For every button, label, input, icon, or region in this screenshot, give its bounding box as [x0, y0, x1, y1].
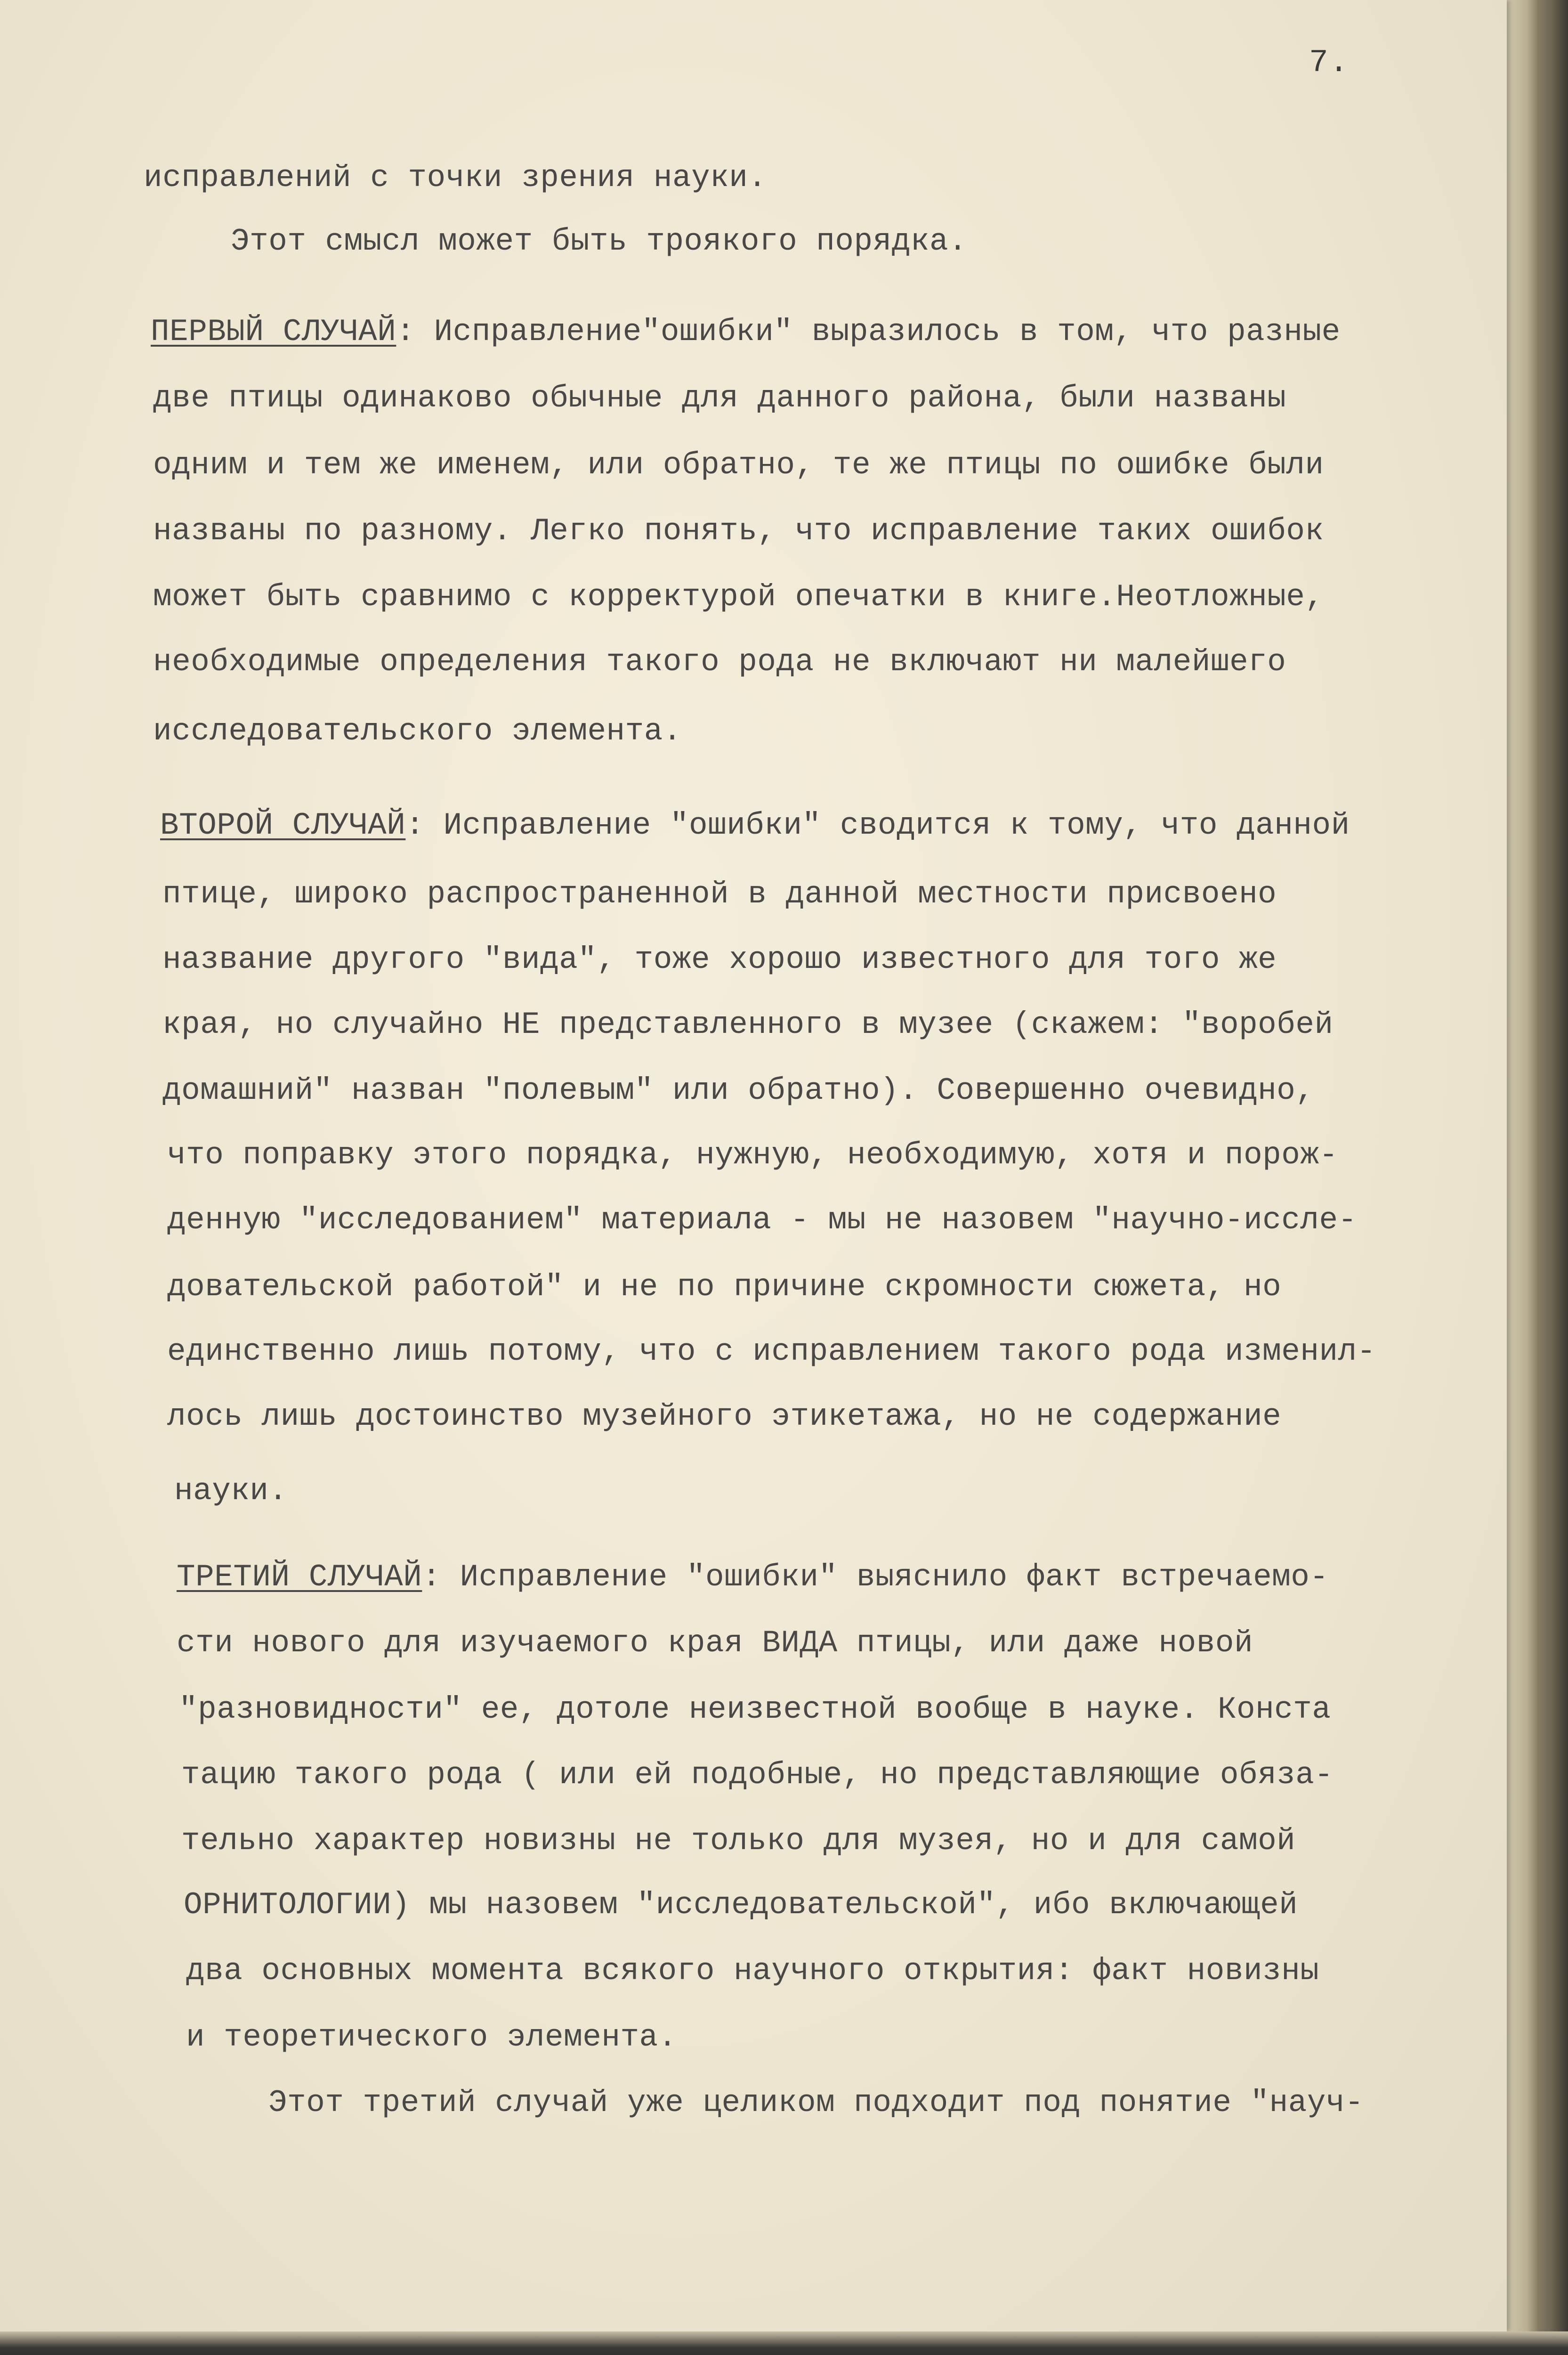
text-line	[177, 1559, 1329, 1595]
section-heading: ТРЕТИЙ СЛУЧАЙ	[177, 1559, 422, 1595]
text-line: домашний" назван "полевым" или обратно). Совершенно очевидно,	[162, 1073, 1315, 1108]
text-line: довательской работой" и не по причине скромности сюжета, но	[167, 1269, 1282, 1305]
section-heading: ПЕРВЫЙ СЛУЧАЙ	[151, 314, 396, 349]
text-line: науки.	[174, 1473, 288, 1509]
text-line: ОРНИТОЛОГИИ) мы назовем "исследовательской", ибо включающей	[184, 1887, 1298, 1923]
text-line: одним и тем же именем, или обратно, те же птицы по ошибке были	[153, 447, 1324, 483]
section-heading: ВТОРОЙ СЛУЧАЙ	[160, 808, 406, 843]
text-line: необходимые определения такого рода не включают ни малейшего	[153, 644, 1286, 680]
text-line-rest: : Исправление "ошибки" выяснило факт встречаемо-	[422, 1559, 1329, 1595]
text-line: единственно лишь потому, что с исправлением такого рода изменил-	[167, 1334, 1376, 1369]
underlying-sheet	[1502, 0, 1537, 2350]
text-line: и теоретического элемента.	[186, 2020, 677, 2055]
text-line: тельно характер новизны не только для музея, но и для самой	[181, 1823, 1296, 1859]
text-line: тацию такого рода ( или ей подобные, но представляющие обяза-	[181, 1757, 1334, 1793]
text-line: лось лишь достоинство музейного этикетажа, но не содержание	[167, 1399, 1282, 1434]
text-line: названы по разному. Легко понять, что исправление таких ошибок	[153, 513, 1324, 549]
text-line: исследовательского элемента.	[153, 714, 682, 749]
text-line: исправлений с точки зрения науки.	[144, 160, 767, 195]
page-number: 7.	[1309, 45, 1350, 81]
text-line: две птицы одинаково обычные для данного района, были названы	[153, 381, 1286, 416]
text-line: Этот третий случай уже целиком подходит под понятие "науч-	[268, 2085, 1364, 2120]
text-line: два основных момента всякого научного открытия: факт новизны	[186, 1953, 1319, 1989]
text-line: сти нового для изучаемого края ВИДА птицы, или даже новой	[177, 1625, 1253, 1661]
text-line-rest: : Исправление "ошибки" сводится к тому, что данной	[405, 808, 1350, 843]
text-line-rest: : Исправление"ошибки" выразилось в том, что разные	[396, 314, 1341, 349]
text-line: что поправку этого порядка, нужную, необходимую, хотя и порож-	[167, 1137, 1338, 1173]
text-line: края, но случайно НЕ представленного в музее (скажем: "воробей	[162, 1007, 1334, 1042]
text-line: название другого "вида", тоже хорошо известного для того же	[162, 942, 1277, 977]
text-line	[160, 810, 1350, 841]
scan-bottom-edge	[0, 2331, 1568, 2355]
text-line: птице, широко распространенной в данной местности присвоено	[162, 877, 1277, 912]
text-line: денную "исследованием" материала - мы не назовем "научно-иссле-	[167, 1202, 1357, 1238]
text-line: "разновидности" ее, дотоле неизвестной вообще в науке. Конста	[179, 1692, 1331, 1727]
text-line: может быть сравнимо с корректурой опечатки в книге.Неотложные,	[153, 579, 1324, 615]
text-line	[151, 314, 1341, 349]
text-line: Этот смысл может быть троякого порядка.	[231, 224, 968, 259]
